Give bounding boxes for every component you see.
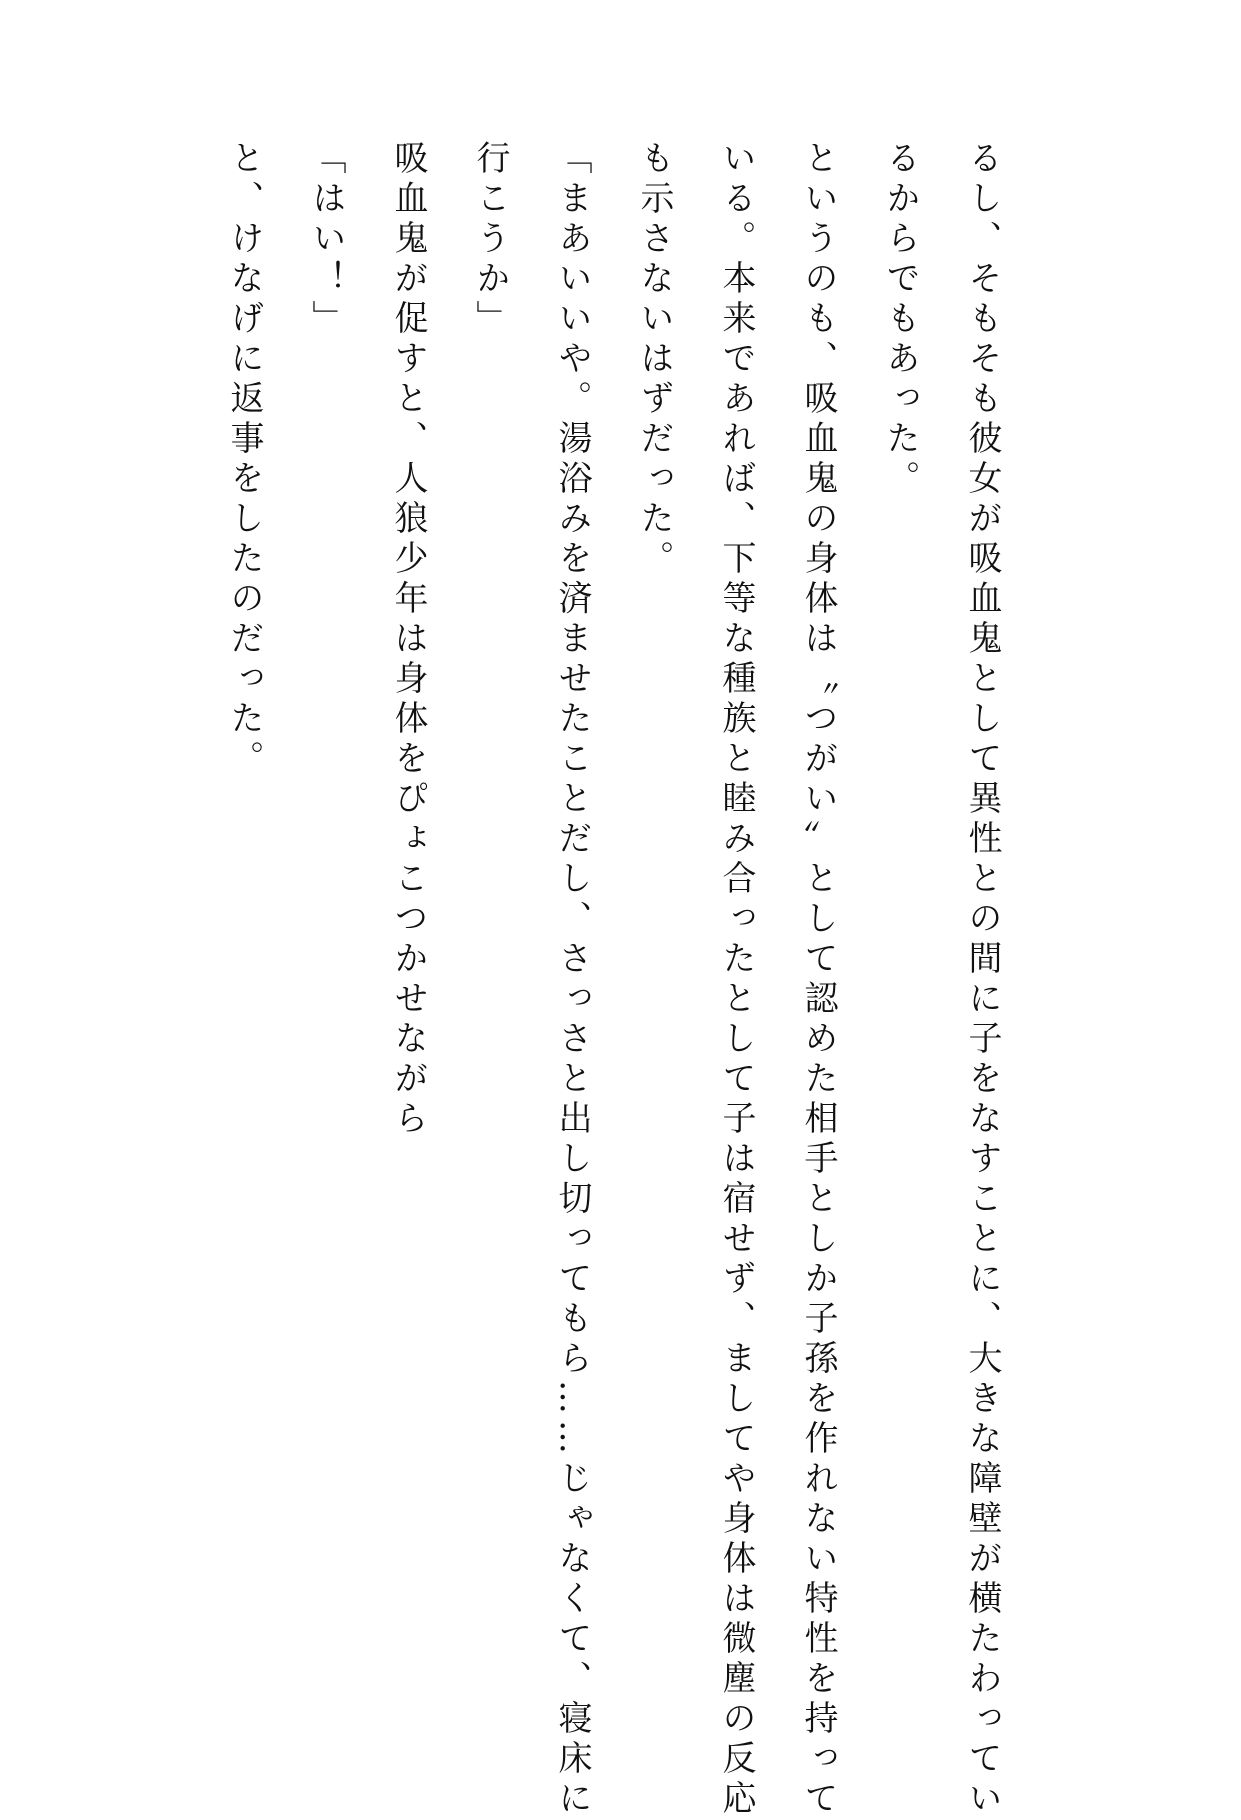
- text-line-2: るからでもあった。: [880, 140, 920, 500]
- vertical-text-body: [203, 140, 1023, 1820]
- text-line-4: いる。本来であれば、下等な種族と睦み合ったとして子は宿せず、ましてや身体は微塵の反応: [716, 140, 756, 1820]
- text-line-3: というのも、吸血鬼の身体は〝つがい〟として認めた相手としか子孫を作れない特性を持って: [798, 140, 838, 1820]
- text-line-8: 吸血鬼が促すと、人狼少年は身体をぴょこつかせながら: [388, 140, 428, 1140]
- text-line-7: 行こうか」: [470, 140, 510, 340]
- text-line-5: も示さないはずだった。: [634, 140, 674, 580]
- text-line-9: 「はい！」: [306, 140, 346, 340]
- text-line-10: と、けなげに返事をしたのだった。: [224, 140, 264, 780]
- text-line-1: るし、そもそも彼女が吸血鬼として異性との間に子をなすことに、大きな障壁が横たわってい: [962, 140, 1002, 1820]
- text-line-6: 「まあいいや。湯浴みを済ませたことだし、さっさと出し切ってもら……じゃなくて、寝床に: [552, 140, 592, 1820]
